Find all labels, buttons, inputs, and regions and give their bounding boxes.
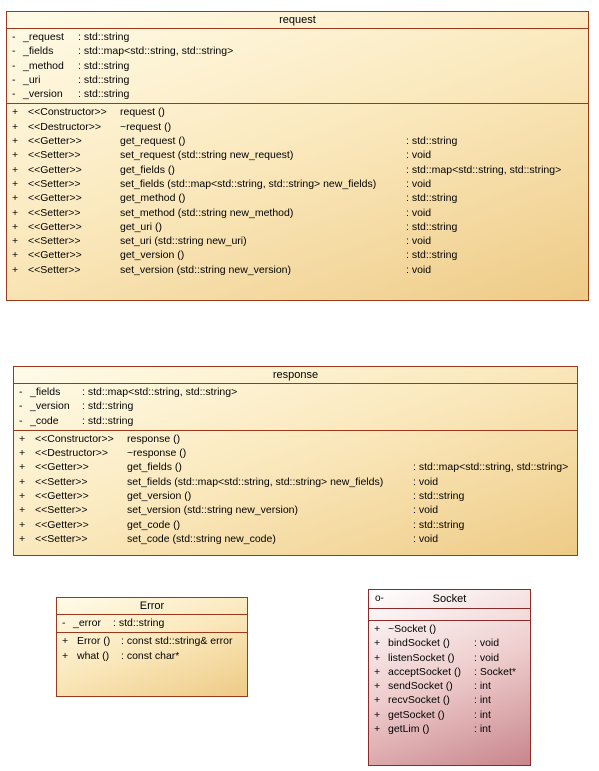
stereotype: <<Getter>> xyxy=(35,461,89,474)
attribute-row[interactable] xyxy=(7,59,588,73)
visibility-marker: - xyxy=(12,45,16,58)
visibility-marker: + xyxy=(12,220,19,233)
return-type: : std::map<std::string, std::string> xyxy=(413,461,569,474)
operation-signature: get_request () xyxy=(120,135,186,148)
operation-row[interactable] xyxy=(369,679,530,693)
operations-section xyxy=(7,104,588,279)
return-type: : std::string xyxy=(413,490,465,503)
operations-section xyxy=(14,431,577,548)
operation-row[interactable] xyxy=(14,518,577,532)
stereotype: <<Destructor>> xyxy=(28,120,101,133)
operation-signature: get_fields () xyxy=(120,163,175,176)
attribute-type: : std::string xyxy=(78,73,130,86)
visibility-marker: - xyxy=(12,73,16,86)
stereotype: <<Setter>> xyxy=(28,149,81,162)
stereotype: <<Setter>> xyxy=(35,504,88,517)
operation-row[interactable] xyxy=(14,489,577,503)
visibility-marker: + xyxy=(12,163,19,176)
class-title: request xyxy=(7,12,588,29)
return-type: : Socket* xyxy=(474,665,517,678)
operation-row[interactable] xyxy=(7,120,588,134)
attribute-type: : std::string xyxy=(82,414,134,427)
operation-row[interactable] xyxy=(369,708,530,722)
return-type: : int xyxy=(474,708,491,721)
visibility-marker: + xyxy=(12,263,19,276)
visibility-marker: + xyxy=(19,518,26,531)
class-title: response xyxy=(14,367,577,384)
operation-signature: ~request () xyxy=(120,120,172,133)
operation-row[interactable] xyxy=(57,649,247,663)
operation-row[interactable] xyxy=(14,503,577,517)
visibility-marker: + xyxy=(374,665,381,678)
attribute-type: : std::string xyxy=(82,400,134,413)
operation-signature: set_request (std::string new_request) xyxy=(120,149,294,162)
return-type: : int xyxy=(474,723,491,736)
operation-row[interactable] xyxy=(369,722,530,736)
operation-row[interactable] xyxy=(7,148,588,162)
return-type: : void xyxy=(413,532,439,545)
operation-signature: response () xyxy=(127,432,181,445)
operations-section xyxy=(57,633,247,665)
visibility-marker: + xyxy=(374,680,381,693)
operation-row[interactable] xyxy=(369,651,530,665)
operation-row[interactable] xyxy=(369,636,530,650)
attribute-row[interactable] xyxy=(14,385,577,399)
stereotype: <<Getter>> xyxy=(35,490,89,503)
attribute-name: _method xyxy=(23,59,64,72)
operation-row[interactable] xyxy=(369,693,530,707)
return-type: : std::string xyxy=(406,192,458,205)
operation-signature: set_uri (std::string new_uri) xyxy=(120,235,247,248)
visibility-marker: + xyxy=(19,475,26,488)
attributes-section xyxy=(57,615,247,633)
stereotype: <<Setter>> xyxy=(35,532,88,545)
attribute-row[interactable] xyxy=(7,44,588,58)
operation-signature: set_code (std::string new_code) xyxy=(127,532,276,545)
visibility-marker: + xyxy=(19,461,26,474)
visibility-marker: + xyxy=(19,432,26,445)
operation-row[interactable] xyxy=(369,622,530,636)
operation-signature: recvSocket () xyxy=(388,694,450,707)
attribute-type: : std::map<std::string, std::string> xyxy=(82,386,238,398)
class-socket[interactable] xyxy=(368,589,531,766)
operation-row[interactable] xyxy=(14,460,577,474)
operation-row[interactable] xyxy=(7,177,588,191)
attribute-row[interactable] xyxy=(7,73,588,87)
visibility-marker: - xyxy=(19,400,23,413)
attribute-row[interactable] xyxy=(14,399,577,413)
visibility-marker: + xyxy=(62,649,69,662)
return-type: : std::string xyxy=(406,220,458,233)
attribute-name: _uri xyxy=(23,73,41,86)
attribute-name: _code xyxy=(30,414,59,427)
operation-signature: get_uri () xyxy=(120,220,163,233)
stereotype: <<Setter>> xyxy=(28,177,81,190)
stereotype: <<Setter>> xyxy=(28,263,81,276)
return-type: : void xyxy=(406,235,432,248)
return-type: : void xyxy=(413,475,439,488)
visibility-marker: - xyxy=(19,414,23,427)
attributes-section xyxy=(7,29,588,104)
return-type: : void xyxy=(406,149,432,162)
operation-row[interactable] xyxy=(7,234,588,248)
return-type: : void xyxy=(406,263,432,276)
visibility-marker: + xyxy=(12,135,19,148)
class-name: Socket xyxy=(432,593,467,605)
return-type: : std::string xyxy=(413,518,465,531)
return-type: : std::string xyxy=(406,249,458,262)
attribute-name: _version xyxy=(30,400,70,413)
stereotype: <<Setter>> xyxy=(28,235,81,248)
operation-signature: set_version (std::string new_version) xyxy=(120,263,291,276)
operation-row[interactable] xyxy=(7,206,588,220)
operation-row[interactable] xyxy=(57,634,247,648)
attribute-row[interactable] xyxy=(7,30,588,44)
visibility-marker: + xyxy=(12,235,19,248)
visibility-marker: + xyxy=(12,149,19,162)
visibility-marker: + xyxy=(19,504,26,517)
attribute-row[interactable] xyxy=(14,414,577,428)
attributes-section xyxy=(14,384,577,431)
operation-signature: get_version () xyxy=(127,490,192,503)
operation-row[interactable] xyxy=(7,220,588,234)
operation-signature: ~response () xyxy=(127,447,187,460)
visibility-marker: + xyxy=(374,623,381,635)
operations-section xyxy=(369,621,530,738)
return-type: : const char* xyxy=(121,649,180,662)
visibility-marker: + xyxy=(374,651,381,664)
stereotype: <<Getter>> xyxy=(28,249,82,262)
visibility-marker: + xyxy=(12,106,19,119)
attribute-type: : std::string xyxy=(113,617,165,629)
stereotype: <<Destructor>> xyxy=(35,447,108,460)
attribute-row[interactable] xyxy=(7,87,588,101)
visibility-marker: - xyxy=(19,386,23,398)
interface-icon: o- xyxy=(375,593,384,604)
visibility-marker: + xyxy=(19,490,26,503)
visibility-marker: + xyxy=(19,532,26,545)
operation-signature: set_method (std::string new_method) xyxy=(120,206,294,219)
attribute-name: _version xyxy=(23,88,63,101)
operation-signature: listenSocket () xyxy=(388,651,455,664)
stereotype: <<Getter>> xyxy=(28,163,82,176)
stereotype: <<Getter>> xyxy=(28,135,82,148)
visibility-marker: - xyxy=(12,31,16,43)
operation-signature: get_version () xyxy=(120,249,185,262)
visibility-marker: + xyxy=(12,206,19,219)
stereotype: <<Setter>> xyxy=(35,475,88,488)
stereotype: <<Setter>> xyxy=(28,206,81,219)
return-type: : const std::string& error xyxy=(121,635,233,648)
attribute-type: : std::string xyxy=(78,88,130,101)
visibility-marker: + xyxy=(19,447,26,460)
visibility-marker: + xyxy=(12,192,19,205)
operation-signature: bindSocket () xyxy=(388,637,450,650)
operation-signature: request () xyxy=(120,106,165,119)
return-type: : void xyxy=(474,651,500,664)
visibility-marker: + xyxy=(12,249,19,262)
return-type: : std::map<std::string, std::string> xyxy=(406,163,562,176)
visibility-marker: + xyxy=(12,177,19,190)
visibility-marker: + xyxy=(374,723,381,736)
attribute-type: : std::string xyxy=(78,31,130,43)
operation-signature: set_fields (std::map<std::string, std::string> new_fields) xyxy=(127,475,384,488)
attribute-name: _error xyxy=(73,617,102,629)
visibility-marker: - xyxy=(62,617,66,629)
operation-row[interactable] xyxy=(7,134,588,148)
stereotype: <<Constructor>> xyxy=(28,106,107,119)
operation-signature: get_method () xyxy=(120,192,186,205)
operation-row[interactable] xyxy=(369,665,530,679)
operation-signature: set_fields (std::map<std::string, std::string> new_fields) xyxy=(120,177,377,190)
operation-row[interactable] xyxy=(14,475,577,489)
visibility-marker: + xyxy=(12,120,19,133)
stereotype: <<Getter>> xyxy=(28,220,82,233)
operation-row[interactable] xyxy=(7,105,588,119)
visibility-marker: + xyxy=(374,637,381,650)
operation-row[interactable] xyxy=(14,432,577,446)
visibility-marker: + xyxy=(374,708,381,721)
stereotype: <<Getter>> xyxy=(35,518,89,531)
visibility-marker: + xyxy=(374,694,381,707)
attribute-name: _fields xyxy=(30,386,61,398)
operation-signature: get_code () xyxy=(127,518,181,531)
class-request[interactable] xyxy=(6,11,589,301)
operation-signature: getLim () xyxy=(388,723,430,736)
stereotype: <<Constructor>> xyxy=(35,432,114,445)
return-type: : void xyxy=(406,206,432,219)
operation-row[interactable] xyxy=(14,446,577,460)
class-response[interactable] xyxy=(13,366,578,556)
return-type: : int xyxy=(474,694,491,707)
class-title: Error xyxy=(57,598,247,615)
class-title xyxy=(369,590,530,609)
operation-signature: set_version (std::string new_version) xyxy=(127,504,298,517)
attributes-section xyxy=(369,609,530,621)
visibility-marker: + xyxy=(62,635,69,648)
operation-signature: sendSocket () xyxy=(388,680,453,693)
operation-row[interactable] xyxy=(7,263,588,277)
visibility-marker: - xyxy=(12,59,16,72)
return-type: : void xyxy=(474,637,500,650)
operation-signature: Error () xyxy=(77,635,111,648)
operation-row[interactable] xyxy=(7,191,588,205)
operation-row[interactable] xyxy=(7,163,588,177)
operation-signature: get_fields () xyxy=(127,461,182,474)
return-type: : void xyxy=(406,177,432,190)
operation-signature: ~Socket () xyxy=(388,623,437,635)
attribute-row[interactable] xyxy=(57,616,247,630)
operation-signature: what () xyxy=(77,649,110,662)
attribute-name: _fields xyxy=(23,45,54,58)
class-error[interactable] xyxy=(56,597,248,697)
attribute-type: : std::map<std::string, std::string> xyxy=(78,45,234,58)
return-type: : int xyxy=(474,680,491,693)
visibility-marker: - xyxy=(12,88,16,101)
operation-row[interactable] xyxy=(14,532,577,546)
attribute-name: _request xyxy=(23,31,64,43)
attribute-type: : std::string xyxy=(78,59,130,72)
return-type: : void xyxy=(413,504,439,517)
operation-row[interactable] xyxy=(7,248,588,262)
operation-signature: getSocket () xyxy=(388,708,445,721)
operation-signature: acceptSocket () xyxy=(388,665,461,678)
stereotype: <<Getter>> xyxy=(28,192,82,205)
return-type: : std::string xyxy=(406,135,458,148)
